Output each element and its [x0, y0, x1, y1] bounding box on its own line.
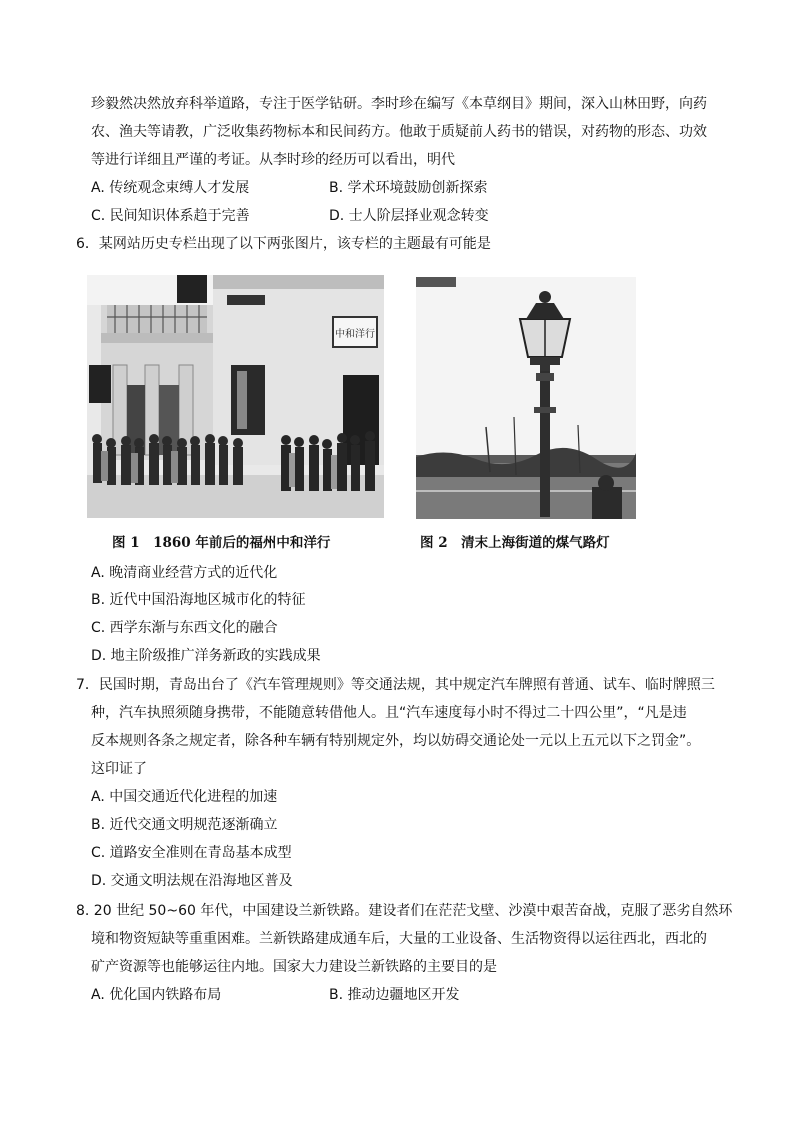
- q7-option-a: A. 中国交通近代化进程的加速: [91, 789, 278, 805]
- q7-option-c: C. 道路安全准则在青岛基本成型: [91, 845, 292, 861]
- q8-option-a: A. 优化国内铁路布局: [91, 987, 222, 1003]
- q7-option-d: D. 交通文明法规在沿海地区普及: [91, 873, 293, 889]
- q5-option-c: C. 民间知识体系趋于完善: [91, 208, 250, 224]
- figure-1-photo: [87, 275, 384, 518]
- q5-option-b: B. 学术环境鼓励创新探索: [329, 180, 488, 196]
- q6-option-d: D. 地主阶级推广洋务新政的实践成果: [91, 648, 321, 664]
- figure-2-photo: [416, 277, 636, 519]
- q8-stem-line-3: 矿产资源等也能够运往内地。国家大力建设兰新铁路的主要目的是: [91, 959, 497, 975]
- q6-option-b: B. 近代中国沿海地区城市化的特征: [91, 592, 306, 608]
- q5-option-d: D. 士人阶层择业观念转变: [329, 208, 489, 224]
- q8-stem-line-2: 境和物资短缺等重重困难。兰新铁路建成通车后，大量的工业设备、生活物资得以运往西北，西北的: [91, 931, 707, 947]
- q5-stem-line-2: 农、渔夫等请教，广泛收集药物标本和民间药方。他敢于质疑前人药书的错误，对药物的形态、功效: [91, 124, 707, 140]
- figure-1-caption: 图 1 1860 年前后的福州中和洋行: [112, 535, 331, 551]
- q7-stem-line-1: 7．民国时期，青岛出台了《汽车管理规则》等交通法规，其中规定汽车牌照有普通、试车、临时牌照三: [76, 677, 715, 693]
- q6-stem: 6．某网站历史专栏出现了以下两张图片，该专栏的主题最有可能是: [76, 236, 491, 252]
- q6-option-c: C. 西学东渐与东西文化的融合: [91, 620, 278, 636]
- q6-option-a: A. 晚清商业经营方式的近代化: [91, 565, 278, 581]
- q5-option-a: A. 传统观念束缚人才发展: [91, 180, 250, 196]
- q8-option-b: B. 推动边疆地区开发: [329, 987, 460, 1003]
- q8-stem-line-1: 8. 20 世纪 50~60 年代，中国建设兰新铁路。建设者们在茫茫戈壁、沙漠中艰苦奋战，克服了恶劣自然环: [76, 903, 733, 919]
- figure-2-caption: 图 2 清末上海街道的煤气路灯: [420, 535, 610, 551]
- q7-stem-line-2: 种，汽车执照须随身携带，不能随意转借他人。且“汽车速度每小时不得过二十四公里”，“凡是违: [91, 705, 687, 721]
- q7-stem-line-4: 这印证了: [91, 761, 147, 777]
- q7-option-b: B. 近代交通文明规范逐渐确立: [91, 817, 278, 833]
- q5-stem-line-3: 等进行详细且严谨的考证。从李时珍的经历可以看出，明代: [91, 152, 455, 168]
- q7-stem-line-3: 反本规则各条之规定者，除各种车辆有特别规定外，均以妨碍交通论处一元以上五元以下之罚金”。: [91, 733, 701, 749]
- figure-1-sign: 中和洋行: [335, 329, 375, 340]
- q5-stem-line-1: 珍毅然决然放弃科举道路，专注于医学钻研。李时珍在编写《本草纲目》期间，深入山林田野，向药: [91, 96, 707, 112]
